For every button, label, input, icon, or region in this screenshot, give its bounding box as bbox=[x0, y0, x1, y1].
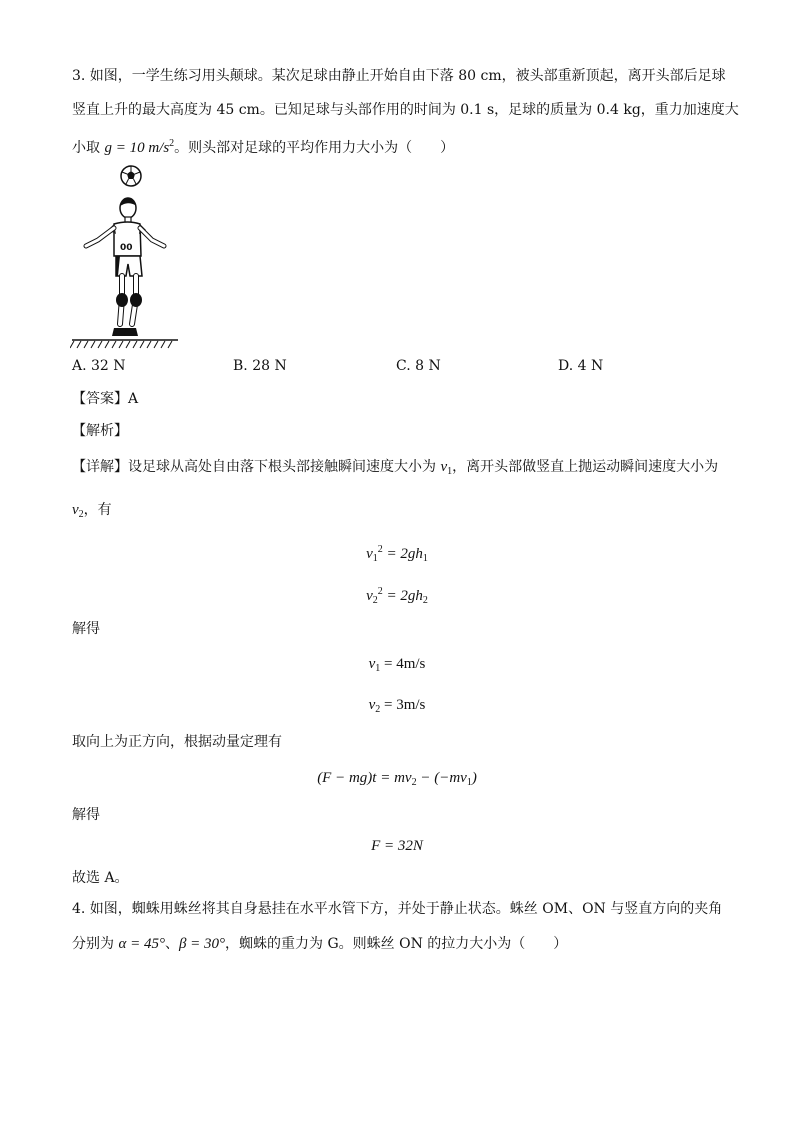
solve-label-1: 解得 bbox=[72, 621, 100, 637]
momentum-end: ) bbox=[471, 770, 477, 786]
eq1-rhs: = 2gh bbox=[382, 546, 423, 562]
conclusion-line: 故选 A。 bbox=[72, 870, 129, 886]
v2-letter: v bbox=[72, 502, 79, 518]
q3-stem-line3-post: 。则头部对足球的平均作用力大小为（ ） bbox=[174, 140, 455, 156]
choice-d[interactable]: D. 4 N bbox=[558, 358, 604, 374]
gravity-value bbox=[104, 140, 174, 156]
alpha-value: α = 45° bbox=[118, 936, 165, 952]
eq2-rhs: = 2gh bbox=[382, 588, 423, 604]
eq1-sub: 1 bbox=[372, 553, 378, 564]
momentum-mid: − (−mv bbox=[416, 770, 467, 786]
ground-hatching bbox=[70, 341, 172, 348]
eq1-v: v bbox=[366, 546, 373, 562]
detail-line1 bbox=[72, 457, 718, 482]
q4-sep: 、 bbox=[164, 936, 179, 952]
shirt-number: 00 bbox=[120, 243, 133, 253]
momentum-equation bbox=[0, 767, 794, 794]
result-v2 bbox=[0, 694, 794, 721]
equation-2 bbox=[0, 581, 794, 612]
res2-v: v bbox=[368, 697, 376, 713]
gravity-text: g = 10 m/s bbox=[104, 140, 170, 156]
eq2-rhs-sub: 2 bbox=[422, 595, 428, 606]
v2-subscript: 2 bbox=[78, 509, 84, 520]
eq2-v: v bbox=[366, 588, 373, 604]
q4-line2-post: ，蜘蛛的重力为 G。则蛛丝 ON 的拉力大小为（ ） bbox=[225, 936, 568, 952]
analysis-label: 【解析】 bbox=[72, 423, 128, 439]
heading-ball-figure bbox=[70, 164, 185, 354]
solve-label-2: 解得 bbox=[72, 807, 100, 823]
beta-value: β = 30° bbox=[178, 936, 226, 952]
v1-letter: v bbox=[440, 459, 448, 475]
detail-pre: 【详解】设足球从高处自由落下根头部接触瞬间速度大小为 bbox=[72, 459, 441, 475]
res1-rhs: = 4m/s bbox=[380, 656, 426, 672]
gravity-exponent: 2 bbox=[169, 138, 175, 149]
q4-stem-line2 bbox=[72, 934, 567, 954]
res1-sub: 1 bbox=[375, 663, 381, 674]
detail-mid: ，离开头部做竖直上抛运动瞬间速度大小为 bbox=[452, 459, 719, 475]
detail-line2 bbox=[72, 500, 112, 525]
q3-stem-line3 bbox=[72, 134, 454, 158]
momentum-lhs: (F − mg)t = mv bbox=[317, 770, 412, 786]
final-result: F = 32N bbox=[371, 838, 423, 854]
choice-a[interactable]: A. 32 N bbox=[72, 358, 126, 374]
v2-symbol bbox=[72, 502, 84, 518]
res1-v: v bbox=[368, 656, 376, 672]
eq1-rhs-sub: 1 bbox=[422, 553, 428, 564]
q4-line2-pre: 分别为 bbox=[72, 936, 119, 952]
q3-stem-line3-pre: 小取 bbox=[72, 140, 105, 156]
momentum-sub2: 1 bbox=[466, 777, 472, 788]
choice-b[interactable]: B. 28 N bbox=[233, 358, 287, 374]
answer-line: 【答案】A bbox=[72, 391, 139, 407]
choice-c[interactable]: C. 8 N bbox=[396, 358, 441, 374]
soccer-ball-icon bbox=[121, 166, 141, 186]
res2-sub: 2 bbox=[375, 704, 381, 715]
v1-symbol bbox=[440, 459, 452, 475]
q3-stem-line2: 竖直上升的最大高度为 45 cm。已知足球与头部作用的时间为 0.1 s，足球的质量为 0.4 kg，重力加速度大 bbox=[72, 102, 739, 118]
eq2-sub: 2 bbox=[372, 595, 378, 606]
q4-stem-line1: 4. 如图，蜘蛛用蛛丝将其自身悬挂在水平水管下方，并处于静止状态。蛛丝 OM、ON 与竖直方向的夹角 bbox=[72, 901, 723, 917]
direction-line: 取向上为正方向，根据动量定理有 bbox=[72, 734, 282, 750]
eq2-sup: 2 bbox=[377, 586, 383, 597]
momentum-sub1: 2 bbox=[411, 777, 417, 788]
result-v1 bbox=[0, 653, 794, 680]
res2-rhs: = 3m/s bbox=[380, 697, 426, 713]
q3-stem-line1: 3. 如图，一学生练习用头颠球。某次足球由静止开始自由下落 80 cm，被头部重新顶起，离开头部后足球 bbox=[72, 68, 726, 84]
detail-line2-post: ，有 bbox=[83, 502, 112, 518]
equation-1 bbox=[0, 539, 794, 570]
eq1-sup: 2 bbox=[377, 544, 383, 555]
student-illustration bbox=[70, 164, 185, 354]
v1-subscript: 1 bbox=[447, 466, 453, 477]
